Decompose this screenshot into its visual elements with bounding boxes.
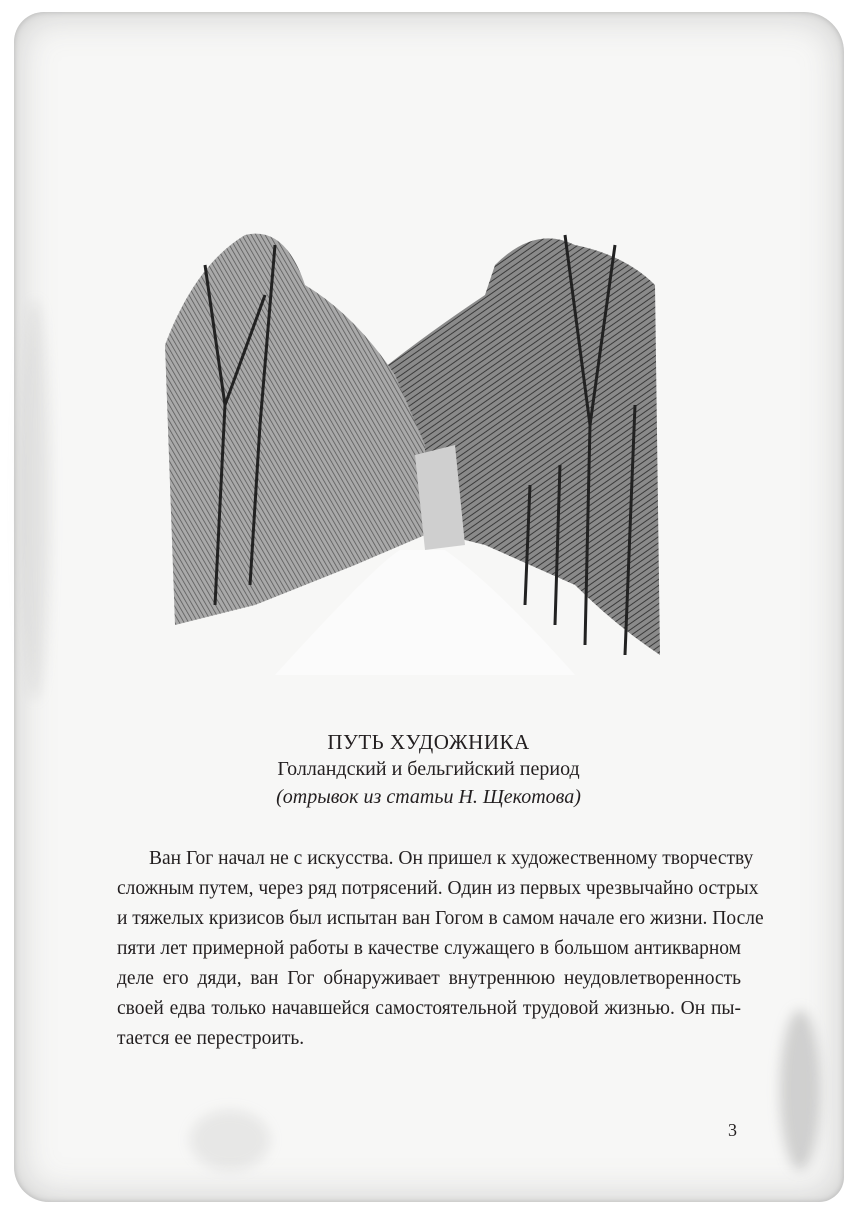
paragraph-line: сложным путем, через ряд потрясений. Один из первых чрезвычайно острых [117,878,759,899]
chapter-subtitle: Голландский и бельгийский период [277,758,580,780]
paper-stain [20,300,50,700]
paper-stain [190,1110,270,1170]
paragraph-line: и тяжелых кризисов был испытан ван Гогом в самом начале его жизни. После [117,908,764,929]
paragraph-line: тается ее перестроить. [117,1028,305,1049]
tree-alley-sketch [155,205,670,675]
page-number: 3 [728,1120,737,1140]
paper-stain [780,1010,820,1170]
paragraph-line: своей едва только начавшейся самостоятельной трудовой жизнью. Он пы- [117,998,741,1019]
chapter-title: ПУТЬ ХУДОЖНИКА [327,730,530,754]
body-paragraph [117,844,764,1054]
source-note: (отрывок из статьи Н. Щекотова) [276,786,581,808]
paragraph-line: Ван Гог начал не с искусства. Он пришел к художественному творчеству [149,848,754,869]
paragraph-line: деле его дяди, ван Гог обнаруживает внутреннюю неудовлетворенность [117,968,741,989]
paragraph-line: пяти лет примерной работы в качестве служащего в большом антикварном [117,938,741,959]
